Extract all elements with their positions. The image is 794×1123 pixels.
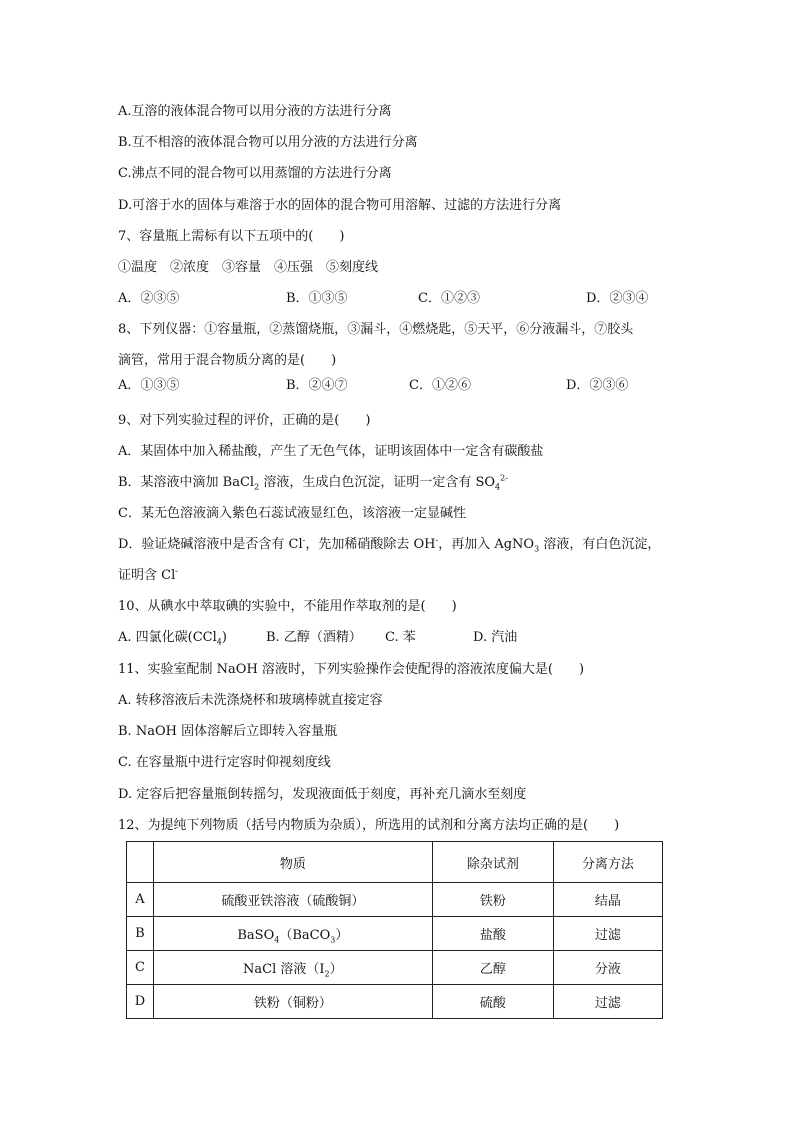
q8-option-d: D．②③⑥ bbox=[566, 378, 629, 393]
q10-option-b: B. 乙醇（酒精） bbox=[266, 630, 362, 645]
q9-option-b: B．某溶液中滴加 BaCl$_2$ 溶液，生成白色沉淀，证明一定含有 $SO_4^{2-}$ bbox=[118, 473, 508, 492]
q9-option-c: C．某无色溶液滴入紫色石蕊试液显红色，该溶液一定显碱性 bbox=[118, 506, 466, 521]
q7-items: ①温度 ②浓度 ③容量 ④压强 ⑤刻度线 bbox=[118, 260, 379, 275]
reagent-cell: 盐酸 bbox=[432, 917, 553, 951]
q11-stem: 11、实验室配制 NaOH 溶液时，下列实验操作会使配得的溶液浓度偏大是( ) bbox=[118, 662, 585, 677]
q7-option-a: A．②③⑤ bbox=[118, 291, 180, 306]
q7-option-d: D．②③④ bbox=[586, 291, 649, 306]
q10-option-a: A. 四氯化碳(CCl$_4$) bbox=[118, 630, 227, 647]
q8-stem-line2: 滴管，常用于混合物质分离的是( ) bbox=[118, 353, 337, 368]
q6-option-b: B.互不相溶的液体混合物可以用分液的方法进行分离 bbox=[118, 135, 418, 150]
row-label: A bbox=[127, 883, 154, 917]
q12-stem: 12、为提纯下列物质（括号内物质为杂质），所选用的试剂和分离方法均正确的是( ) bbox=[118, 818, 620, 833]
substance-cell: BaSO$_4$（BaCO$_3$） bbox=[153, 917, 432, 951]
q11-option-d: D. 定容后把容量瓶倒转摇匀，发现液面低于刻度，再补充几滴水至刻度 bbox=[118, 787, 527, 802]
q8-option-b: B．②④⑦ bbox=[286, 378, 348, 393]
q10-option-d: D. 汽油 bbox=[473, 630, 518, 645]
table-header-cell: 物质 bbox=[153, 842, 432, 883]
q9-option-d: D．验证烧碱溶液中是否含有 Cl-，先加稀硝酸除去 OH-，再加入 AgNO$_3$ 溶液，有白色沉淀， bbox=[118, 535, 661, 554]
reagent-cell: 铁粉 bbox=[432, 883, 553, 917]
q8-stem-line1: 8、下列仪器：①容量瓶，②蒸馏烧瓶，③漏斗，④燃烧匙，⑤天平，⑥分液漏斗，⑦胶头 bbox=[118, 322, 634, 337]
reagent-cell: 硫酸 bbox=[432, 985, 553, 1019]
table-row bbox=[127, 985, 663, 1019]
q9-stem: 9、对下列实验过程的评价，正确的是( ) bbox=[118, 413, 371, 428]
q10-stem: 10、从碘水中萃取碘的实验中，不能用作萃取剂的是( ) bbox=[118, 599, 457, 614]
table-row bbox=[127, 883, 663, 917]
q6-option-a: A.互溶的液体混合物可以用分液的方法进行分离 bbox=[118, 104, 392, 119]
method-cell: 分液 bbox=[553, 951, 662, 985]
separation-table bbox=[126, 841, 663, 1019]
q8-option-a: A．①③⑤ bbox=[118, 378, 180, 393]
q7-option-b: B．①③⑤ bbox=[286, 291, 348, 306]
q9-option-a: A．某固体中加入稀盐酸，产生了无色气体，证明该固体中一定含有碳酸盐 bbox=[118, 444, 544, 459]
q7-option-c: C．①②③ bbox=[418, 291, 480, 306]
substance-cell: NaCl 溶液$(I_2)$ bbox=[153, 951, 432, 985]
q8-option-c: C．①②⑥ bbox=[409, 378, 471, 393]
q11-option-c: C. 在容量瓶中进行定容时仰视刻度线 bbox=[118, 755, 331, 770]
q11-option-b: B. NaOH 固体溶解后立即转入容量瓶 bbox=[118, 724, 338, 739]
method-cell: 过滤 bbox=[553, 985, 662, 1019]
table-row bbox=[127, 951, 663, 985]
row-label: D bbox=[127, 985, 154, 1019]
table-row bbox=[127, 917, 663, 951]
method-cell: 结晶 bbox=[553, 883, 662, 917]
reagent-cell: 乙醇 bbox=[432, 951, 553, 985]
q6-option-d: D.可溶于水的固体与难溶于水的固体的混合物可用溶解、过滤的方法进行分离 bbox=[118, 198, 562, 213]
row-label: B bbox=[127, 917, 154, 951]
q7-stem: 7、容量瓶上需标有以下五项中的( ) bbox=[118, 229, 345, 244]
row-label: C bbox=[127, 951, 154, 985]
substance-cell: 铁粉（铜粉） bbox=[153, 985, 432, 1019]
q9-option-d-cont: 证明含 Cl- bbox=[118, 566, 178, 583]
substance-cell: 硫酸亚铁溶液（硫酸铜） bbox=[153, 883, 432, 917]
q6-option-c: C.沸点不同的混合物可以用蒸馏的方法进行分离 bbox=[118, 166, 392, 181]
q11-option-a: A. 转移溶液后未洗涤烧杯和玻璃棒就直接定容 bbox=[118, 693, 383, 708]
table-header-cell: 除杂试剂 bbox=[432, 842, 553, 883]
table-header-row bbox=[127, 842, 663, 883]
method-cell: 过滤 bbox=[553, 917, 662, 951]
table-header-cell bbox=[127, 842, 154, 883]
q10-option-c: C. 苯 bbox=[385, 630, 416, 645]
table-header-cell: 分离方法 bbox=[553, 842, 662, 883]
